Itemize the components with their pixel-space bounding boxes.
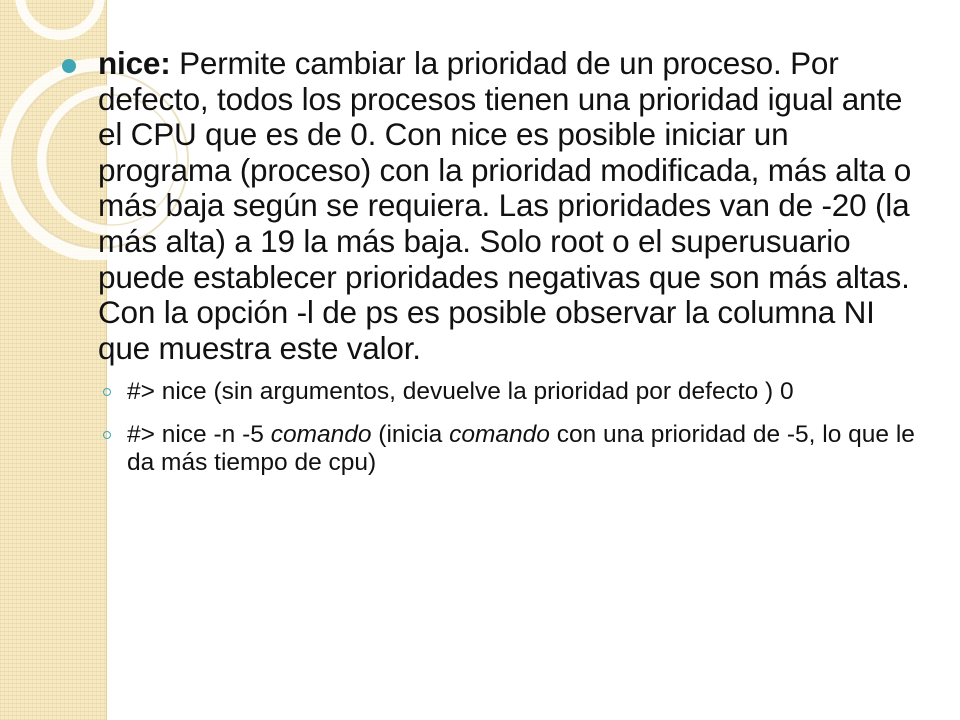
sub-bullet-ring-icon <box>103 388 111 396</box>
sub-bullet-2-italic-command-2: comando <box>449 420 550 448</box>
main-bullet <box>60 46 930 366</box>
slide-content <box>60 46 930 478</box>
sub-bullet-2-prefix: #> nice -n -5 <box>127 420 271 448</box>
sub-bullet-2-suffix: con una prioridad de -5, lo que le da más tiempo de cpu) <box>127 420 915 477</box>
sub-bullet-1 <box>60 378 930 407</box>
deco-circle-top <box>20 0 100 35</box>
sub-bullet-2 <box>60 421 930 478</box>
sub-bullet-2-middle: (inicia <box>371 420 450 448</box>
sub-bullet-2-italic-command: comando <box>270 420 372 448</box>
bullet-dot-icon <box>62 59 76 73</box>
sub-bullet-ring-icon <box>103 431 111 439</box>
sub-bullet-1-text: #> nice (sin argumentos, devuelve la prioridad por defecto ) 0 <box>127 378 794 406</box>
bullet-term: nice: <box>98 45 171 81</box>
bullet-text: Permite cambiar la prioridad de un proceso. Por defecto, todos los procesos tienen una prioridad igual ante el CPU que es de 0. Con nice es posible iniciar un programa (proceso) con la prioridad modificada, más alta o más baja según se requiera. Las prioridades van de -20 (la más alta) a 19 la más baja. Solo root o el superusuario puede establecer prioridades negativas que son más altas. Con la opción -l de ps es posible observar la columna NI que muestra este valor. <box>98 45 912 366</box>
